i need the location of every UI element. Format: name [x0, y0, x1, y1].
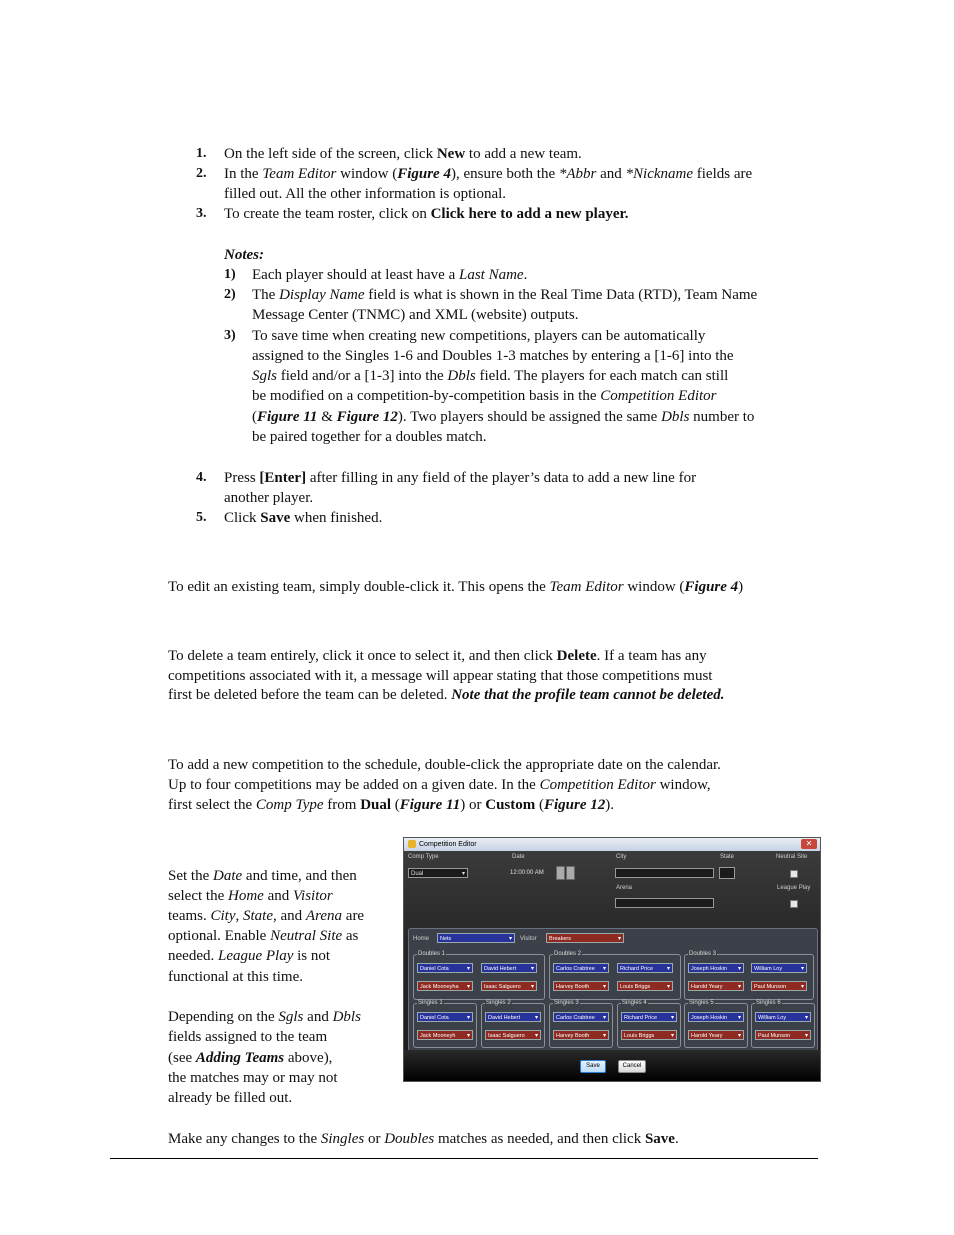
date-label: Date	[512, 854, 525, 860]
note-2-text-line2: Message Center (TNMC) and XML (website) outputs.	[252, 307, 579, 323]
home-team-select[interactable]: Nets ▾	[437, 933, 515, 943]
window-footer	[404, 1050, 820, 1081]
add-competition-line2: Up to four competitions may be added on a given date. In the Competition Editor window,	[168, 777, 711, 793]
save-button[interactable]: Save	[580, 1060, 606, 1073]
step-1-text: On the left side of the screen, click New to add a new team.	[224, 146, 582, 162]
singles-6-group	[751, 1000, 815, 1048]
doubles-2-group	[549, 951, 681, 1000]
step-2-text: In the Team Editor window (Figure 4), ensure both the *Abbr and *Nickname fields are	[224, 166, 753, 182]
singles-2-group	[481, 1000, 545, 1048]
visitor-team-select[interactable]: Breakers ▾	[546, 933, 624, 943]
note-1-text: Each player should at least have a Last Name.	[252, 267, 528, 283]
add-competition-line3: first select the Comp Type from Dual (Figure 11) or Custom (Figure 12).	[168, 797, 615, 813]
step-4-text: Press [Enter] after filling in any field of the player’s data to add a new line for	[224, 470, 697, 486]
city-label: City	[616, 854, 627, 860]
step-number: 4.	[196, 470, 207, 485]
delete-team-line2: competitions associated with it, a message will appear stating that those competitions must	[168, 668, 713, 684]
close-icon[interactable]: ✕	[801, 839, 817, 849]
comp-type-select[interactable]: Dual ▾	[408, 868, 468, 878]
step-5-text: Click Save when finished.	[224, 510, 383, 526]
step-number: 1.	[196, 146, 207, 161]
final-paragraph: Make any changes to the Singles or Doubles matches as needed, and then click Save.	[168, 1131, 679, 1147]
player-select[interactable]: Louis Briggs ▾	[621, 1030, 677, 1040]
player-select[interactable]: Daniel Cota ▾	[417, 963, 473, 973]
player-select[interactable]: Paul Munson ▾	[755, 1030, 811, 1040]
player-select[interactable]: Jack Mooneyh ▾	[417, 1030, 473, 1040]
side-text-line: optional. Enable Neutral Site as	[168, 928, 359, 944]
spinner-down-icon[interactable]	[566, 866, 575, 880]
group-label: Doubles 2	[554, 951, 582, 957]
player-select[interactable]: Carlos Crabtree ▾	[553, 963, 609, 973]
league-play-label: League Play	[777, 885, 811, 891]
note-3-line6: be paired together for a doubles match.	[252, 429, 487, 445]
window-titlebar	[404, 838, 820, 851]
side-text-line: Set the Date and time, and then	[168, 868, 357, 884]
delete-team-line3: first be deleted before the team can be deleted. Note that the profile team cannot be deleted.	[168, 687, 725, 703]
side-text-line: the matches may or may not	[168, 1070, 338, 1086]
side-text-line: already be filled out.	[168, 1090, 293, 1106]
window-title: Competition Editor	[419, 841, 477, 848]
singles-3-group	[549, 1000, 613, 1048]
group-label: Singles 5	[689, 1000, 714, 1006]
player-select[interactable]: Paul Munson ▾	[751, 981, 807, 991]
neutral-site-checkbox[interactable]	[790, 870, 798, 878]
note-3-line3: Sgls field and/or a [1-3] into the Dbls field. The players for each match can still	[252, 368, 729, 384]
competition-editor-window	[403, 837, 821, 1082]
note-3-line2: assigned to the Singles 1-6 and Doubles 1-3 matches by entering a [1-6] into the	[252, 348, 734, 364]
step-number: 5.	[196, 510, 207, 525]
arena-input[interactable]	[615, 898, 714, 908]
step-4-text-line2: another player.	[224, 490, 314, 506]
window-body	[404, 851, 820, 1081]
singles-1-group	[413, 1000, 477, 1048]
visitor-label: Visitor	[520, 936, 537, 942]
singles-4-group	[617, 1000, 681, 1048]
player-select[interactable]: Jack Mooneyha ▾	[417, 981, 473, 991]
player-select[interactable]: William Loy ▾	[751, 963, 807, 973]
group-label: Singles 6	[756, 1000, 781, 1006]
neutral-site-label: Neutral Site	[776, 854, 808, 860]
doubles-3-group	[684, 951, 814, 1000]
note-number: 2)	[224, 287, 236, 302]
note-number: 1)	[224, 267, 236, 282]
group-label: Doubles 1	[418, 951, 446, 957]
side-text-line: functional at this time.	[168, 969, 303, 985]
singles-5-group	[684, 1000, 748, 1048]
player-select[interactable]: Joseph Hoskin ▾	[688, 1012, 744, 1022]
app-icon	[408, 840, 416, 848]
state-input[interactable]	[719, 867, 735, 879]
notes-title: Notes:	[224, 247, 264, 263]
step-2-text-line2: filled out. All the other information is optional.	[224, 186, 507, 202]
player-select[interactable]: Richard Price ▾	[621, 1012, 677, 1022]
note-3-line1: To save time when creating new competitions, players can be automatically	[252, 328, 706, 344]
player-select[interactable]: Harvey Booth ▾	[553, 981, 609, 991]
player-select[interactable]: Isaac Salguero ▾	[485, 1030, 541, 1040]
note-3-line5: (Figure 11 & Figure 12). Two players should be assigned the same Dbls number to	[252, 409, 755, 425]
side-text-line: select the Home and Visitor	[168, 888, 333, 904]
footer-rule	[110, 1158, 818, 1159]
comp-type-label: Comp Type	[408, 854, 439, 860]
note-3-line4: be modified on a competition-by-competition basis in the Competition Editor	[252, 388, 717, 404]
league-play-checkbox[interactable]	[790, 900, 798, 908]
add-competition-line1: To add a new competition to the schedule, double-click the appropriate date on the calendar.	[168, 757, 721, 773]
player-select[interactable]: Joseph Hoskin ▾	[688, 963, 744, 973]
side-text-line: (see Adding Teams above),	[168, 1050, 333, 1066]
group-label: Singles 4	[622, 1000, 647, 1006]
player-select[interactable]: Harold Yeary ▾	[688, 1030, 744, 1040]
note-2-text: The Display Name field is what is shown in the Real Time Data (RTD), Team Name	[252, 287, 758, 303]
state-label: State	[720, 854, 735, 860]
group-label: Singles 2	[486, 1000, 511, 1006]
group-label: Singles 3	[554, 1000, 579, 1006]
side-text-line: fields assigned to the team	[168, 1029, 328, 1045]
player-select[interactable]: William Loy ▾	[755, 1012, 811, 1022]
cancel-button[interactable]: Cancel	[618, 1060, 646, 1073]
side-text-line: Depending on the Sgls and Dbls	[168, 1009, 361, 1025]
player-select[interactable]: Isaac Salguero ▾	[481, 981, 537, 991]
date-time-value[interactable]: 12:00:00 AM	[510, 870, 544, 876]
player-select[interactable]: Richard Price ▾	[617, 963, 673, 973]
note-number: 3)	[224, 328, 236, 343]
side-text-line: needed. League Play is not	[168, 948, 331, 964]
step-number: 2.	[196, 166, 207, 181]
spinner-up-icon[interactable]	[556, 866, 565, 880]
group-label: Doubles 3	[689, 951, 717, 957]
doubles-1-group	[413, 951, 545, 1000]
player-select[interactable]: David Hebert ▾	[481, 963, 537, 973]
player-select[interactable]: Carlos Crabtree ▾	[553, 1012, 609, 1022]
edit-team-paragraph: To edit an existing team, simply double-click it. This opens the Team Editor window (Figure 4)	[168, 579, 744, 595]
side-text-line: teams. City, State, and Arena are	[168, 908, 365, 924]
chevron-down-icon: ▾	[461, 871, 465, 877]
delete-team-line1: To delete a team entirely, click it once to select it, and then click Delete. If a team has any	[168, 648, 707, 664]
player-select[interactable]: David Hebert ▾	[485, 1012, 541, 1022]
group-label: Singles 1	[418, 1000, 443, 1006]
player-select[interactable]: Louis Briggs ▾	[617, 981, 673, 991]
matches-panel	[408, 928, 818, 1053]
step-3-text: To create the team roster, click on Click here to add a new player.	[224, 206, 629, 222]
arena-label: Arena	[616, 885, 633, 891]
player-select[interactable]: Harold Yeary ▾	[688, 981, 744, 991]
city-input[interactable]	[615, 868, 714, 878]
player-select[interactable]: Harvey Booth ▾	[553, 1030, 609, 1040]
player-select[interactable]: Daniel Cota ▾	[417, 1012, 473, 1022]
step-number: 3.	[196, 206, 207, 221]
home-label: Home	[413, 936, 430, 942]
